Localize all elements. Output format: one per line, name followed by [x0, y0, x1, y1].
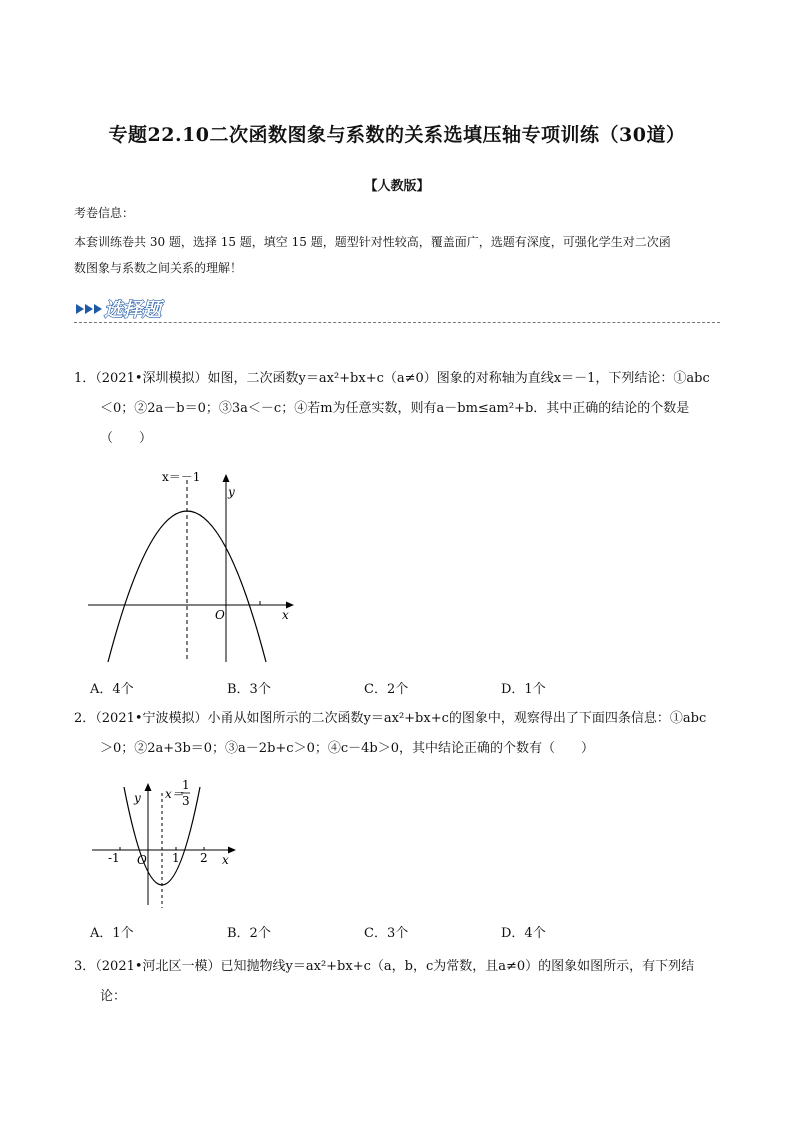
symmetry-axis-label: x＝－1 [162, 470, 201, 484]
question-3-line-1: 3．（2021•河北区一模）已知抛物线y＝ax²+bx+c（a，b，c为常数，且a≠0）的图象如图所示，有下列结 [74, 959, 695, 974]
edition-label: 【人教版】 [364, 179, 430, 194]
page-title: 专题22.10二次函数图象与系数的关系选填压轴专项训练（30道） [108, 124, 686, 146]
y-axis-arrow-icon [145, 783, 152, 791]
question-2-option-c[interactable]: C．3个 [364, 926, 409, 941]
question-1-option-b[interactable]: B．3个 [227, 682, 271, 697]
x-axis-label: x [222, 853, 229, 867]
question-3 [74, 952, 728, 1012]
question-1-options [90, 678, 720, 697]
x-axis-arrow-icon [228, 847, 236, 854]
symmetry-axis-label-prefix: x＝ [165, 787, 184, 801]
triple-arrow-icon [76, 304, 102, 314]
question-1-option-a[interactable]: A．4个 [90, 682, 134, 697]
question-2-line-1: 2．（2021•宁波模拟）小甬从如图所示的二次函数y＝ax²+bx+c的图象中，观察得出了下面四条信息：①abc [74, 711, 707, 726]
question-2-line-2: ＞0；②2a+3b＝0；③a－2b+c＞0；④c－4b＞0，其中结论正确的个数有（ ） [100, 741, 594, 756]
tick-label-neg1: -1 [108, 851, 120, 865]
question-2-option-a[interactable]: A．1个 [90, 926, 134, 941]
exam-info-label: 考卷信息： [74, 206, 135, 220]
question-1 [74, 364, 728, 454]
exam-info-text [74, 229, 724, 281]
x-axis-label: x [282, 608, 289, 622]
y-axis-label: y [228, 485, 235, 499]
question-2-options [90, 922, 720, 941]
question-1-option-c[interactable]: C．2个 [364, 682, 409, 697]
exam-info-line-1: 本套训练卷共 30 题，选择 15 题，填空 15 题，题型针对性较高，覆盖面广，选题有深度，可强化学生对二次函 [74, 235, 671, 249]
symmetry-axis-label-numerator: 1 [182, 778, 190, 792]
origin-label: O [137, 853, 147, 867]
question-2-figure [90, 775, 242, 910]
question-2-option-d[interactable]: D．4个 [501, 926, 546, 941]
section-banner [74, 296, 200, 322]
question-2 [74, 704, 728, 764]
question-1-figure [88, 462, 300, 667]
tick-label-2: 2 [200, 851, 208, 865]
question-2-option-b[interactable]: B．2个 [227, 926, 271, 941]
question-3-line-2: 论： [100, 989, 127, 1004]
question-1-line-1: 1．（2021•深圳模拟）如图，二次函数y＝ax²+bx+c（a≠0）图象的对称轴为直线x＝－1，下列结论：①abc [74, 371, 710, 386]
question-1-line-3: （ ） [100, 431, 153, 446]
y-axis-arrow-icon [223, 474, 230, 482]
section-divider [74, 322, 720, 323]
question-1-option-d[interactable]: D．1个 [501, 682, 546, 697]
symmetry-axis-label-denominator: 3 [182, 794, 190, 808]
tick-label-1: 1 [172, 851, 180, 865]
section-banner-text: 选择题 [104, 299, 162, 321]
origin-label: O [215, 608, 225, 622]
y-axis-label: y [134, 791, 141, 805]
question-1-line-2: ＜0；②2a－b＝0；③3a＜－c；④若m为任意实数，则有a－bm≤am²+b．其中正确的结论的个数是 [100, 401, 690, 416]
exam-info-line-2: 数图象与系数之间关系的理解！ [74, 261, 243, 275]
